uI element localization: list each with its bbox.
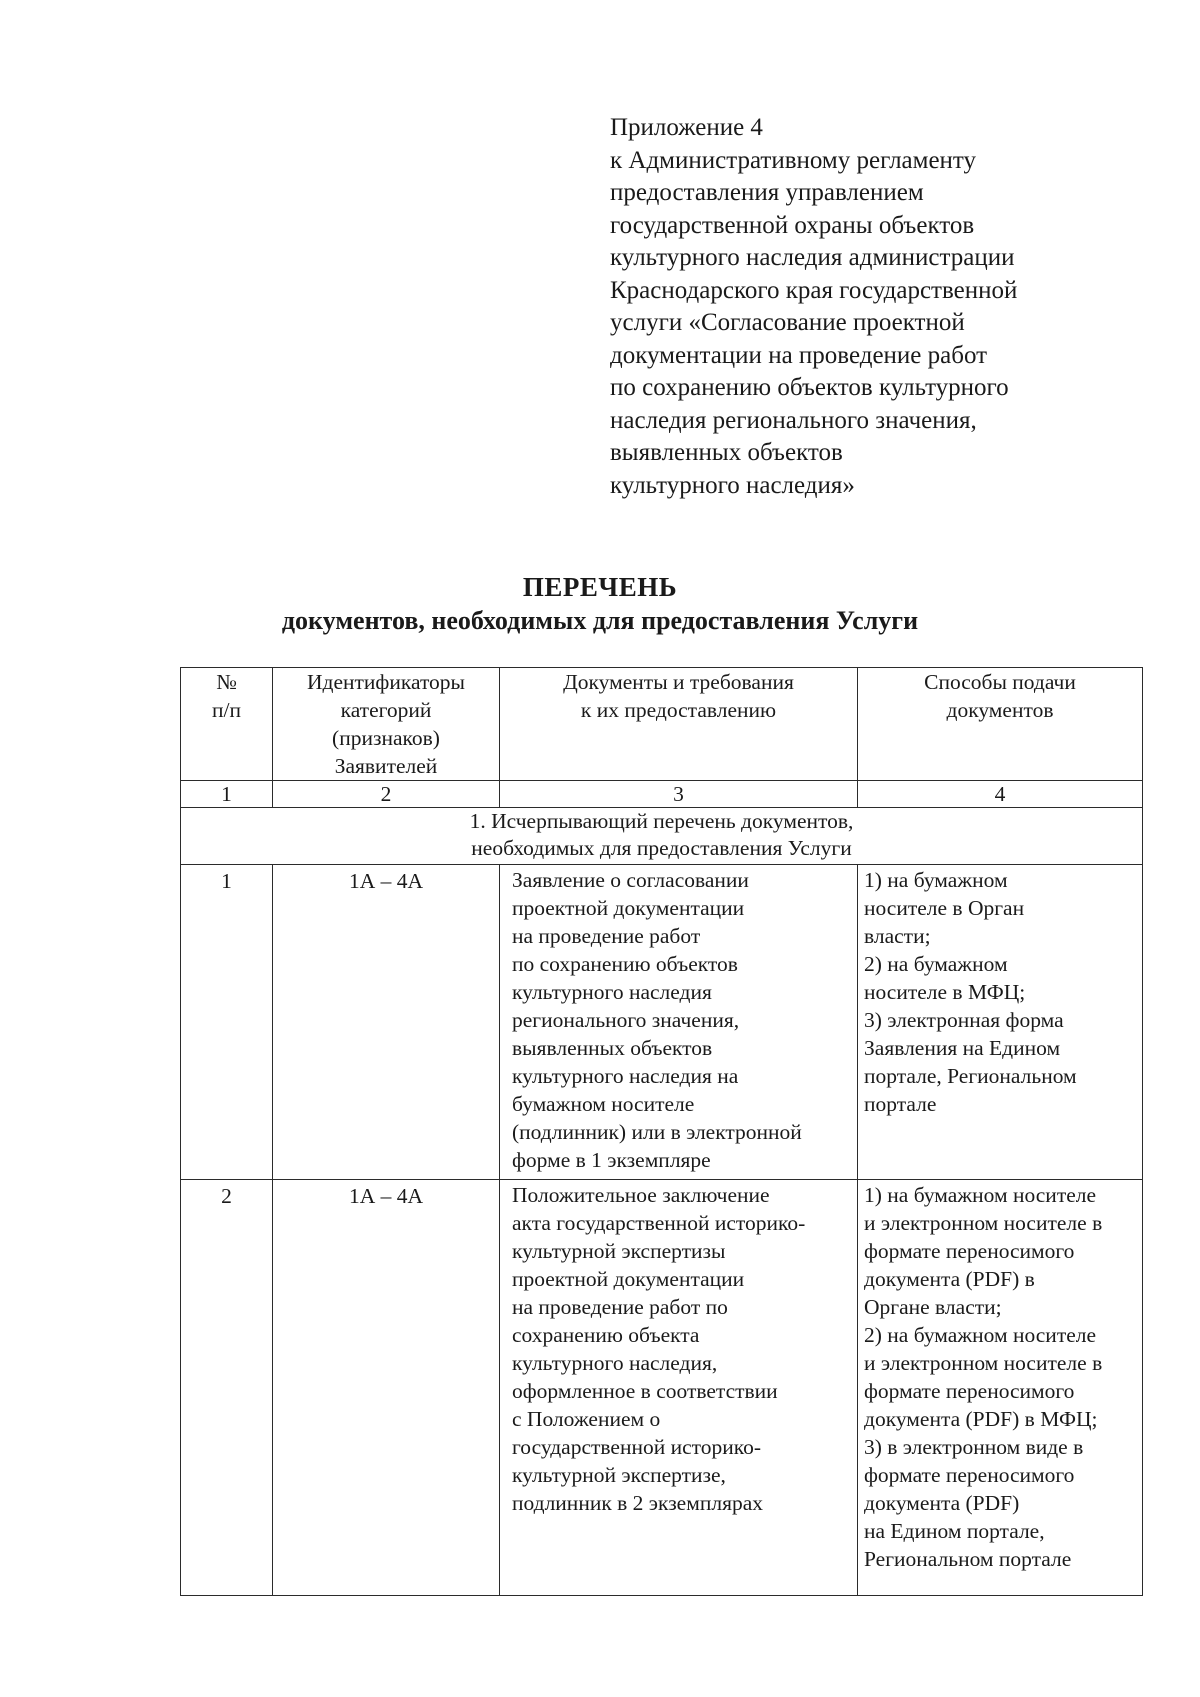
method-line: портале, Региональном: [864, 1064, 1077, 1088]
row-methods: [858, 1180, 1143, 1596]
header-text: Способы подачи: [924, 670, 1076, 694]
row-document: [500, 865, 858, 1180]
header-text: документов: [946, 698, 1054, 722]
column-number: 3: [500, 781, 858, 808]
section-row: [181, 808, 1143, 865]
method-line: документа (PDF) в МФЦ;: [864, 1407, 1098, 1431]
method-line: 1) на бумажном носителе: [864, 1183, 1097, 1207]
method-line: документа (PDF): [864, 1491, 1020, 1515]
header-text: к их предоставлению: [580, 698, 777, 722]
document-line: проектной документации: [512, 896, 745, 920]
document-title: ПЕРЕЧЕНЬ: [522, 572, 678, 602]
document-line: культурной экспертизе,: [512, 1463, 726, 1487]
appendix-line: документации на проведение работ: [610, 341, 988, 369]
document-line: культурного наследия,: [512, 1351, 718, 1375]
method-line: и электронном носителе в: [864, 1211, 1103, 1235]
appendix-line: услуги «Согласование проектной: [610, 309, 965, 336]
appendix-line: культурного наследия»: [610, 471, 855, 499]
header-text: (признаков): [332, 726, 440, 750]
document-line: Заявление о согласовании: [512, 868, 749, 892]
column-number: 1: [181, 781, 273, 808]
row-category: 1А – 4А: [273, 1180, 500, 1596]
document-line: культурного наследия: [512, 980, 712, 1004]
column-number: 4: [858, 781, 1143, 808]
header-text: п/п: [212, 698, 241, 722]
row-document: [500, 1180, 858, 1596]
appendix-line: выявленных объектов: [610, 439, 843, 466]
document-line: с Положением о: [512, 1407, 661, 1431]
document-line: на проведение работ: [512, 924, 701, 948]
section-title-line: 1. Исчерпывающий перечень документов,: [469, 809, 854, 833]
method-line: 3) в электронном виде в: [864, 1435, 1084, 1459]
method-line: Органе власти;: [864, 1295, 1002, 1319]
method-line: формате переносимого: [864, 1463, 1075, 1487]
document-line: по сохранению объектов: [512, 952, 738, 976]
document-line: государственной историко-: [512, 1435, 762, 1459]
header-cell-methods: [858, 668, 1143, 781]
method-line: Заявления на Едином: [864, 1036, 1061, 1060]
header-cell-documents: [500, 668, 858, 781]
header-cell-number: [181, 668, 273, 781]
row-methods: [858, 865, 1143, 1180]
document-subtitle: документов, необходимых для предоставления Услуги: [281, 606, 919, 635]
appendix-line: Краснодарского края государственной: [610, 276, 1018, 304]
document-line: подлинник в 2 экземплярах: [512, 1491, 763, 1515]
method-line: 2) на бумажном: [864, 952, 1008, 976]
column-number-row: [181, 781, 1143, 808]
document-line: оформленное в соответствии: [512, 1379, 778, 1403]
section-title-line: необходимых для предоставления Услуги: [471, 836, 852, 860]
header-cell-category: [273, 668, 500, 781]
method-line: и электронном носителе в: [864, 1351, 1103, 1375]
method-line: на Едином портале,: [864, 1519, 1045, 1543]
header-text: Документы и требования: [563, 670, 794, 694]
header-text: Заявителей: [334, 754, 438, 778]
method-line: формате переносимого: [864, 1379, 1075, 1403]
document-line: культурного наследия на: [512, 1064, 739, 1088]
section-title: [181, 808, 1143, 865]
document-line: (подлинник) или в электронной: [512, 1120, 802, 1144]
documents-table: [180, 667, 1143, 1596]
method-line: формате переносимого: [864, 1239, 1075, 1263]
appendix-block: [610, 112, 1130, 502]
appendix-line: культурного наследия администрации: [610, 244, 1015, 271]
header-text: Идентификаторы: [306, 670, 466, 694]
appendix-line: наследия регионального значения,: [610, 406, 977, 434]
appendix-line: государственной охраны объектов: [610, 211, 975, 239]
header-text: №: [216, 670, 237, 694]
document-line: форме в 1 экземпляре: [512, 1148, 711, 1172]
method-line: носителе в МФЦ;: [864, 980, 1026, 1004]
method-line: Региональном портале: [864, 1547, 1072, 1571]
document-line: Положительное заключение: [512, 1183, 770, 1207]
row-category: 1А – 4А: [273, 865, 500, 1180]
document-line: бумажном носителе: [512, 1092, 695, 1116]
document-line: акта государственной историко-: [512, 1211, 806, 1235]
document-line: регионального значения,: [512, 1008, 740, 1032]
table-row: [181, 865, 1143, 1180]
header-text: категорий: [340, 698, 432, 722]
table-row: [181, 1180, 1143, 1596]
column-number: 2: [273, 781, 500, 808]
document-line: выявленных объектов: [512, 1036, 713, 1060]
document-line: на проведение работ по: [512, 1295, 728, 1319]
table-header-row: [181, 668, 1143, 781]
method-line: 2) на бумажном носителе: [864, 1323, 1097, 1347]
document-line: культурной экспертизы: [512, 1239, 726, 1263]
document-line: проектной документации: [512, 1267, 745, 1291]
appendix-line: по сохранению объектов культурного: [610, 374, 1009, 401]
method-line: документа (PDF) в: [864, 1267, 1035, 1291]
document-line: сохранению объекта: [512, 1323, 700, 1347]
method-line: 3) электронная форма: [864, 1008, 1064, 1032]
method-line: 1) на бумажном: [864, 868, 1008, 892]
appendix-line: Приложение 4: [610, 114, 763, 141]
appendix-line: предоставления управлением: [610, 179, 924, 206]
method-line: портале: [864, 1092, 937, 1116]
row-number: 2: [181, 1180, 273, 1596]
method-line: носителе в Орган: [864, 896, 1025, 920]
row-number: 1: [181, 865, 273, 1180]
appendix-line: к Административному регламенту: [610, 146, 977, 174]
method-line: власти;: [864, 924, 931, 948]
